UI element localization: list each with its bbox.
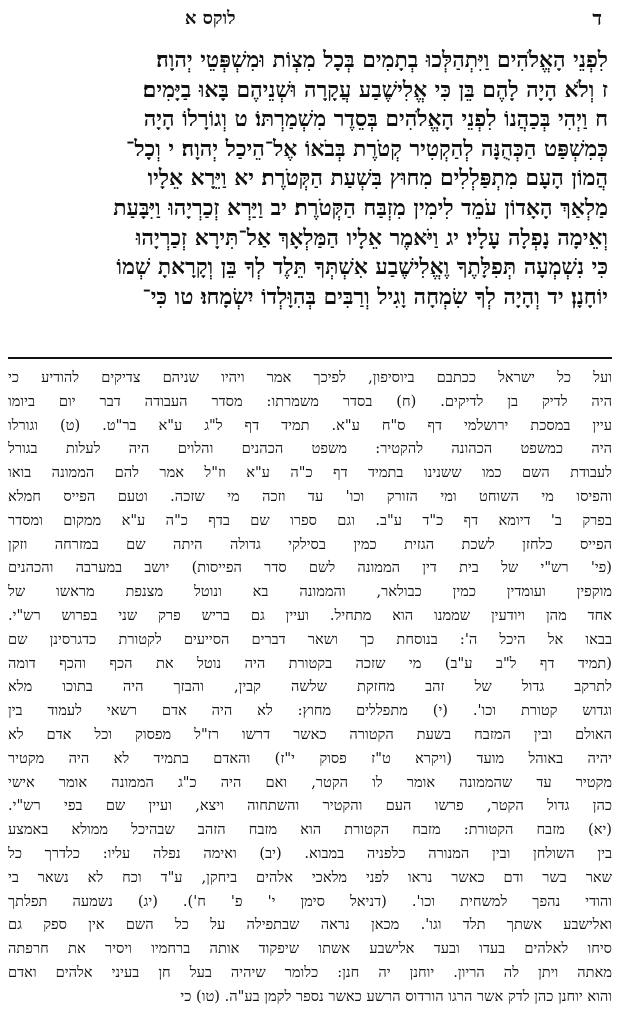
- commentary-line: לתרקב גדול של זהב מחזקת שלשה קבין, והבזך היה בתוכו מלא: [8, 678, 612, 696]
- page-number: ד: [592, 5, 602, 30]
- commentary-line: והודי נהפך למשחית וכו'. (דניאל סימן י' פ' ח'). (יג) נשמעה תפלתך: [8, 892, 612, 910]
- commentary-line: והוא יוחנן כהן לדק אשר הרגו הורדוס הרשע כאשר נספר לקמן בע"ה. (טו) כי: [180, 987, 612, 1005]
- scripture-line: כְּמִשְׁפַּט הַכְּהֻנָּה לְהַקְטִיר קְטֹרֶת בְּבֹאוֹ אֶל־הֵיכַל יְהוָה׃ י וְכָל־: [126, 136, 608, 162]
- commentary-line: האולם ובין המזבח בשעת הקטורה כאשר דרשו רז"ל מפסוק וכל אדם לא: [8, 725, 612, 743]
- commentary-line: אחד מהן ויודעין שממנו הוא מתחיל. ועיין גם בריש פרק שני בפרוש רש"י.: [8, 606, 612, 624]
- scripture-line: מַלְאַךְ הָאָדוֹן עֹמֵד לִימִין מִזְבַּח הַקְּטֹרֶת׃ יב וַיַּרְא זְכַרְיָהוּ וַיִּבָּעַת: [113, 195, 608, 221]
- page-header: [18, 4, 602, 32]
- scripture-line: לִפְנֵי הָאֱלֹהִים וַיִּתְהַלְּכוּ בְתָמִים בְּכָל מִצְוֹת וּמִשְׁפְּטֵי יְהוָה׃: [156, 48, 608, 73]
- scripture-line: ח וַיְהִי בְּכַהֲנוֹ לִפְנֵי הָאֱלֹהִים בְּסֵדֶר מִשְׁמַרְתּוֹ׃ ט וְגוֹרָלוֹ הָיָה: [143, 107, 608, 133]
- scripture-text: [12, 46, 608, 312]
- scripture-line: ז וְלֹא הָיָה לָהֶם בֵּן כִּי אֱלִישֶׁבַע עֲקָרָה וּשְׁנֵיהֶם בָּאוּ בַיָּמִים׃: [142, 77, 608, 103]
- commentary-line: מאתה ויתן לה הריון. יוחנן יה חנן: כלומר שיהיה בעל חן בעיני אלהים ואדם: [8, 963, 612, 981]
- commentary-line: כהן גדול הקטר, פרשו העם והקטיר והשתחוה ויצא, ועיין שם בפי רש"י.: [8, 797, 612, 815]
- commentary-line: ועל כל ישראל ככתבם ביוסיפון, לפיכך אמר ויהיו שניהם צדיקים להודיע כי: [8, 369, 612, 386]
- commentary-line: יהיה באוהל מועד (ויקרא ט"ז פסוק י"ז) והאדם בתמיד לא היה מקטיר: [8, 749, 612, 767]
- commentary-line: בבאו אל היכל ה': בנוסחת כך ושאר דברים הסייעים לקטורת כדגרסינן שם: [8, 630, 612, 648]
- commentary-line: והפיסו מי השוחט ומי הזורק וכו' עד וזכה מי שזכה. וטעם הפייס חמלא: [8, 487, 612, 505]
- commentary-line: בין השולחן ובין המנורה כלפניה במבוא. (יב) ואימה נפלה עליו: כלדרך כל: [8, 844, 612, 862]
- scripture-line: הֲמוֹן הָעָם מִתְפַּלְלִים מִחוּץ בִּשְׁעַת הַקְּטֹרֶת׃ יא וַיֵּרָא אֵלָיו: [147, 166, 608, 192]
- section-divider: [8, 357, 612, 359]
- commentary-line: (פי' רש"י של בית דין הממונה לשם סדר הפייסות) יושב במערבה והכהנים: [8, 559, 612, 577]
- book-title: לוקס א: [184, 7, 236, 29]
- commentary-line: (תמיד דף ל"ב ע"ב) מי שזכה בקטורת היה נוטל את הכף והכף דומה: [8, 654, 612, 672]
- commentary-line: היה כמשפט הכהונה להקטיר: משפט הכהנים והלוים היה לעלות בגורל: [8, 440, 612, 458]
- commentary-line: שאר בשר ודם כאשר נראו לפני מלאכי אלהים ביחקן, ע"ד וכח לא נשאר בי: [8, 868, 612, 886]
- commentary-line: ואלישבע אשתך תלד וגו'. מכאן נראה שבתפילה על כל השם אין ספק גם: [8, 916, 612, 934]
- commentary-line: סיחו לאלהים בעדו ובעד אלישבע אשתו שיפקוד אותה ברחמיו ויסיר את חרפתה: [8, 940, 612, 958]
- commentary-line: היה לדיק בן לדיקים. (ח) בסדר משמרתו: מסדר העבודה דבר יום ביומו: [8, 392, 612, 410]
- commentary-line: מקטיר עד שהממונה אומר לו הקטר, ואם היה כ"ג הממונה אומר אישי: [8, 773, 612, 791]
- commentary-line: עיין במסכת ירושלמי דף ס"ח ע"א. תמיד דף ל"ג ע"א בר"ט. (ט) וגורלו: [8, 416, 612, 434]
- commentary-text: [8, 366, 612, 1009]
- commentary-line: וגדוש קטורת וכו'. (י) מתפללים מחוץ: לא היה אדם רשאי לעמוד בין: [8, 702, 612, 720]
- scripture-line: כִּי נִשְׁמְעָה תְּפִלָּתֶךָ וֶאֱלִישֶׁבַע אִשְׁתְּךָ תֵּלֶד לְךָ בֵּן וְקָרָאתָ שְׁמוֹ: [116, 255, 608, 281]
- commentary-line: (יא) מזבח הקטורת: מזבח הקטורת הוא מזבח הזהב שבהיכל ממולא באמצע: [8, 821, 612, 839]
- scripture-line: וְאֵימָה נָפְלָה עָלָיו׃ יג וַיֹּאמֶר אֵלָיו הַמַּלְאָךְ אַל־תִּירָא זְכַרְיָהוּ: [135, 225, 608, 251]
- commentary-line: הפייס כלחזן לשכת הגזית כמין בסילקי גדולה היתה שם במזרחה וזקן: [8, 535, 612, 553]
- commentary-line: לעבודת השם כמו ששנינו בתמיד דף כ"ה ע"א וז"ל אמר להם הממונה בואו: [8, 464, 612, 482]
- commentary-line: מוקפין ועומדין כמין כבולאר, והממונה בא ונוטל מצנפת מראשו של: [8, 583, 612, 601]
- scripture-line: יוֹחָנָן׃ יד וְהָיָה לְךָ שִׂמְחָה וָגִיל וְרַבִּים בְּהִוָּלְדוֹ יִשְׂמָחוּ׃ טו כִּי־: [142, 284, 608, 310]
- commentary-line: בפרק ב' דיומא דף כ"ד ע"ב. וגם ספרו שם בדף כ"ה ע"א ממקום ומסדר: [8, 511, 612, 529]
